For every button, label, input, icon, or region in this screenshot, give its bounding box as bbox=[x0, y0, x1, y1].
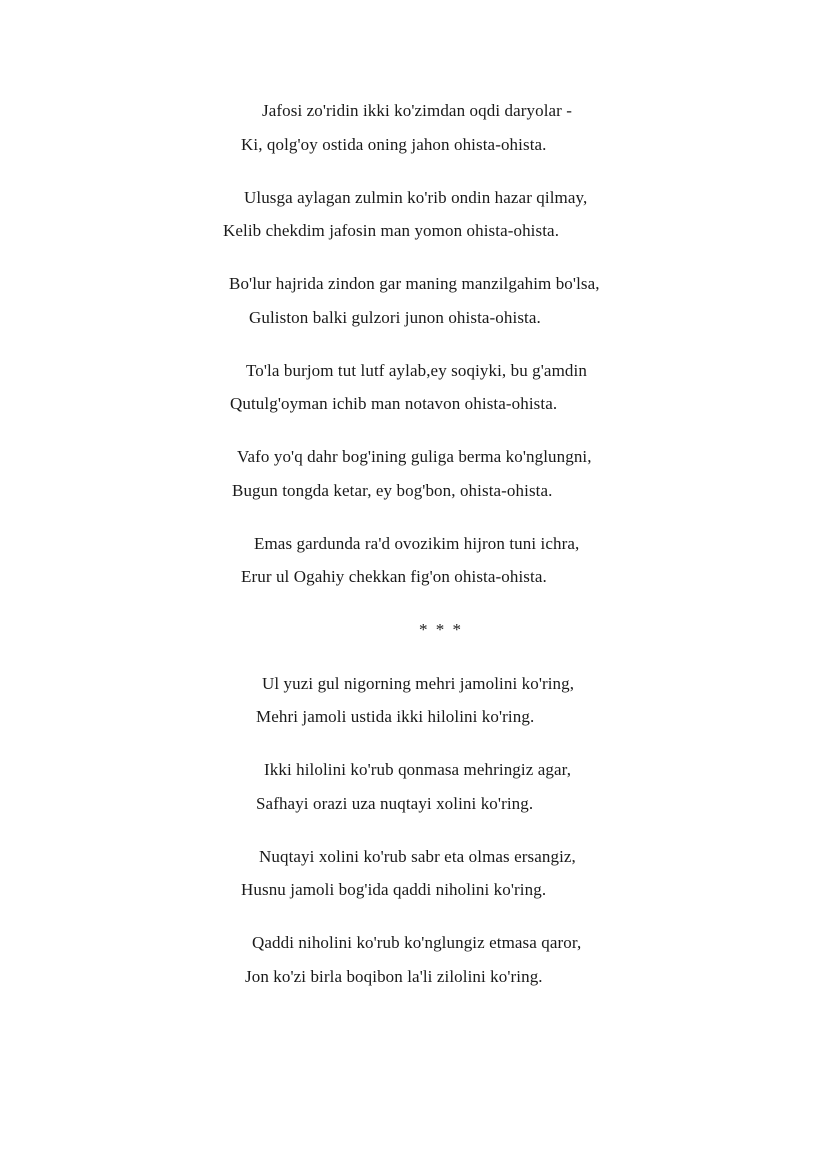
verse-line: Husnu jamoli bog'ida qaddi niholini ko'ring. bbox=[241, 880, 547, 899]
verse-line: Guliston balki gulzori junon ohista-ohista. bbox=[249, 308, 541, 327]
verse-line: Jon ko'zi birla boqibon la'li zilolini ko'ring. bbox=[245, 967, 543, 986]
verse-line: Ul yuzi gul nigorning mehri jamolini ko'ring, bbox=[262, 674, 575, 693]
verse-line: Bo'lur hajrida zindon gar maning manzilgahim bo'lsa, bbox=[229, 274, 600, 293]
verse-line: Ki, qolg'oy ostida oning jahon ohista-ohista. bbox=[241, 135, 547, 154]
verse-line: Ikki hilolini ko'rub qonmasa mehringiz agar, bbox=[264, 760, 572, 779]
verse-line: Nuqtayi xolini ko'rub sabr eta olmas ersangiz, bbox=[259, 847, 576, 866]
verse-line: Bugun tongda ketar, ey bog'bon, ohista-ohista. bbox=[232, 481, 553, 500]
verse-line: Vafo yo'q dahr bog'ining guliga berma ko'nglungni, bbox=[237, 447, 592, 466]
verse-line: Kelib chekdim jafosin man yomon ohista-ohista. bbox=[223, 221, 560, 240]
verse-line: Erur ul Ogahiy chekkan fig'on ohista-ohista. bbox=[241, 567, 547, 586]
verse-line: Mehri jamoli ustida ikki hilolini ko'ring. bbox=[256, 707, 535, 726]
verse-line: Emas gardunda ra'd ovozikim hijron tuni ichra, bbox=[254, 534, 580, 553]
verse-line: Qaddi niholini ko'rub ko'nglungiz etmasa qaror, bbox=[252, 933, 582, 952]
stanza-separator: * * * bbox=[419, 620, 463, 639]
verse-line: Qutulg'oyman ichib man notavon ohista-ohista. bbox=[230, 394, 558, 413]
verse-line: Ulusga aylagan zulmin ko'rib ondin hazar qilmay, bbox=[244, 188, 588, 207]
verse-line: To'la burjom tut lutf aylab,ey soqiyki, bu g'amdin bbox=[246, 361, 587, 380]
verse-line: Safhayi orazi uza nuqtayi xolini ko'ring. bbox=[256, 794, 534, 813]
verse-line: Jafosi zo'ridin ikki ko'zimdan oqdi daryolar - bbox=[262, 101, 573, 120]
